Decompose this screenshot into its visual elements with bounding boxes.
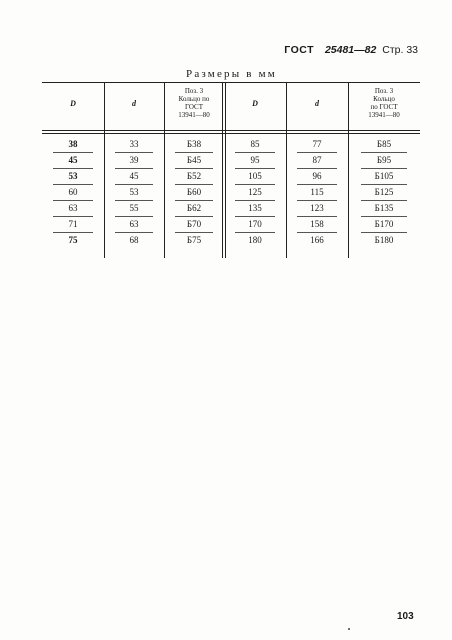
- column-header: d: [315, 99, 319, 108]
- row-separator: [235, 232, 275, 233]
- row-separator: [361, 152, 407, 153]
- table-cell: 71: [68, 219, 78, 229]
- table-cell: Б85: [376, 139, 392, 149]
- table-top-rule: [42, 82, 420, 83]
- table-cell: 55: [129, 203, 139, 213]
- row-separator: [175, 216, 213, 217]
- row-separator: [175, 184, 213, 185]
- row-separator: [115, 216, 153, 217]
- table-cell: 75: [68, 235, 78, 245]
- row-separator: [175, 168, 213, 169]
- row-separator: [235, 200, 275, 201]
- table-cell: 180: [248, 235, 262, 245]
- row-separator: [297, 152, 337, 153]
- row-separator: [361, 216, 407, 217]
- table-row: [42, 218, 420, 234]
- table-cell: Б75: [186, 235, 202, 245]
- page-number: 103: [397, 611, 414, 622]
- table-cell: 123: [310, 203, 324, 213]
- row-separator: [297, 200, 337, 201]
- row-separator: [175, 152, 213, 153]
- table-cell: 166: [310, 235, 324, 245]
- row-separator: [115, 168, 153, 169]
- row-separator: [297, 168, 337, 169]
- table-cell: 45: [129, 171, 139, 181]
- row-separator: [53, 232, 93, 233]
- column-header: D: [252, 99, 258, 108]
- table-cell: Б70: [186, 219, 202, 229]
- column-header: D: [70, 99, 76, 108]
- table-cell: 53: [129, 187, 139, 197]
- row-separator: [235, 152, 275, 153]
- table-row: [42, 202, 420, 218]
- header-page-label: Стр. 33: [382, 44, 418, 56]
- table-row: [42, 234, 420, 250]
- table-cell: 53: [68, 171, 78, 181]
- dimensions-table: [42, 82, 420, 258]
- table-cell: 60: [68, 187, 78, 197]
- header-double-rule: [42, 133, 420, 134]
- table-cell: 87: [312, 155, 322, 165]
- column-header: d: [132, 99, 136, 108]
- table-cell: 63: [129, 219, 139, 229]
- table-cell: Б125: [374, 187, 394, 197]
- table-cell: 39: [129, 155, 139, 165]
- row-separator: [235, 184, 275, 185]
- table-cell: 135: [248, 203, 262, 213]
- row-separator: [115, 200, 153, 201]
- row-separator: [361, 184, 407, 185]
- scan-speck: [348, 628, 350, 630]
- table-cell: 158: [310, 219, 324, 229]
- header-bottom-rule: [42, 130, 420, 131]
- row-separator: [297, 184, 337, 185]
- table-cell: Б62: [186, 203, 202, 213]
- table-caption: Размеры в мм: [186, 68, 277, 80]
- table-cell: 63: [68, 203, 78, 213]
- header-standard-number: 25481—82: [324, 44, 377, 56]
- row-separator: [297, 216, 337, 217]
- row-separator: [53, 168, 93, 169]
- table-cell: Б60: [186, 187, 202, 197]
- row-separator: [53, 216, 93, 217]
- table-cell: 105: [248, 171, 262, 181]
- header-gost: ГОСТ: [284, 44, 315, 56]
- row-separator: [235, 168, 275, 169]
- row-separator: [115, 152, 153, 153]
- table-cell: Б95: [376, 155, 392, 165]
- table-row: [42, 186, 420, 202]
- row-separator: [297, 232, 337, 233]
- table-cell: 33: [129, 139, 139, 149]
- table-cell: 115: [310, 187, 324, 197]
- table-cell: 96: [312, 171, 322, 181]
- table-cell: 170: [248, 219, 262, 229]
- row-separator: [361, 232, 407, 233]
- table-cell: Б45: [186, 155, 202, 165]
- row-separator: [361, 168, 407, 169]
- table-cell: Б105: [374, 171, 394, 181]
- column-header: Поз. 3 Кольцо по ГОСТ 13941—80: [368, 87, 400, 119]
- table-cell: Б52: [186, 171, 202, 181]
- table-row: [42, 138, 420, 154]
- table-cell: 68: [129, 235, 139, 245]
- row-separator: [175, 200, 213, 201]
- row-separator: [53, 184, 93, 185]
- table-cell: Б180: [374, 235, 394, 245]
- table-cell: 85: [250, 139, 260, 149]
- table-cell: Б38: [186, 139, 202, 149]
- table-row: [42, 154, 420, 170]
- table-cell: 95: [250, 155, 260, 165]
- page-header: [284, 44, 418, 56]
- table-cell: 77: [312, 139, 322, 149]
- table-cell: Б135: [374, 203, 394, 213]
- row-separator: [115, 184, 153, 185]
- row-separator: [235, 216, 275, 217]
- row-separator: [53, 152, 93, 153]
- row-separator: [175, 232, 213, 233]
- table-row: [42, 170, 420, 186]
- column-header: Поз. 3 Кольцо по ГОСТ 13941—80: [178, 87, 210, 119]
- row-separator: [53, 200, 93, 201]
- table-cell: Б170: [374, 219, 394, 229]
- row-separator: [115, 232, 153, 233]
- table-cell: 125: [248, 187, 262, 197]
- table-cell: 45: [68, 155, 78, 165]
- row-separator: [361, 200, 407, 201]
- table-cell: 38: [68, 139, 78, 149]
